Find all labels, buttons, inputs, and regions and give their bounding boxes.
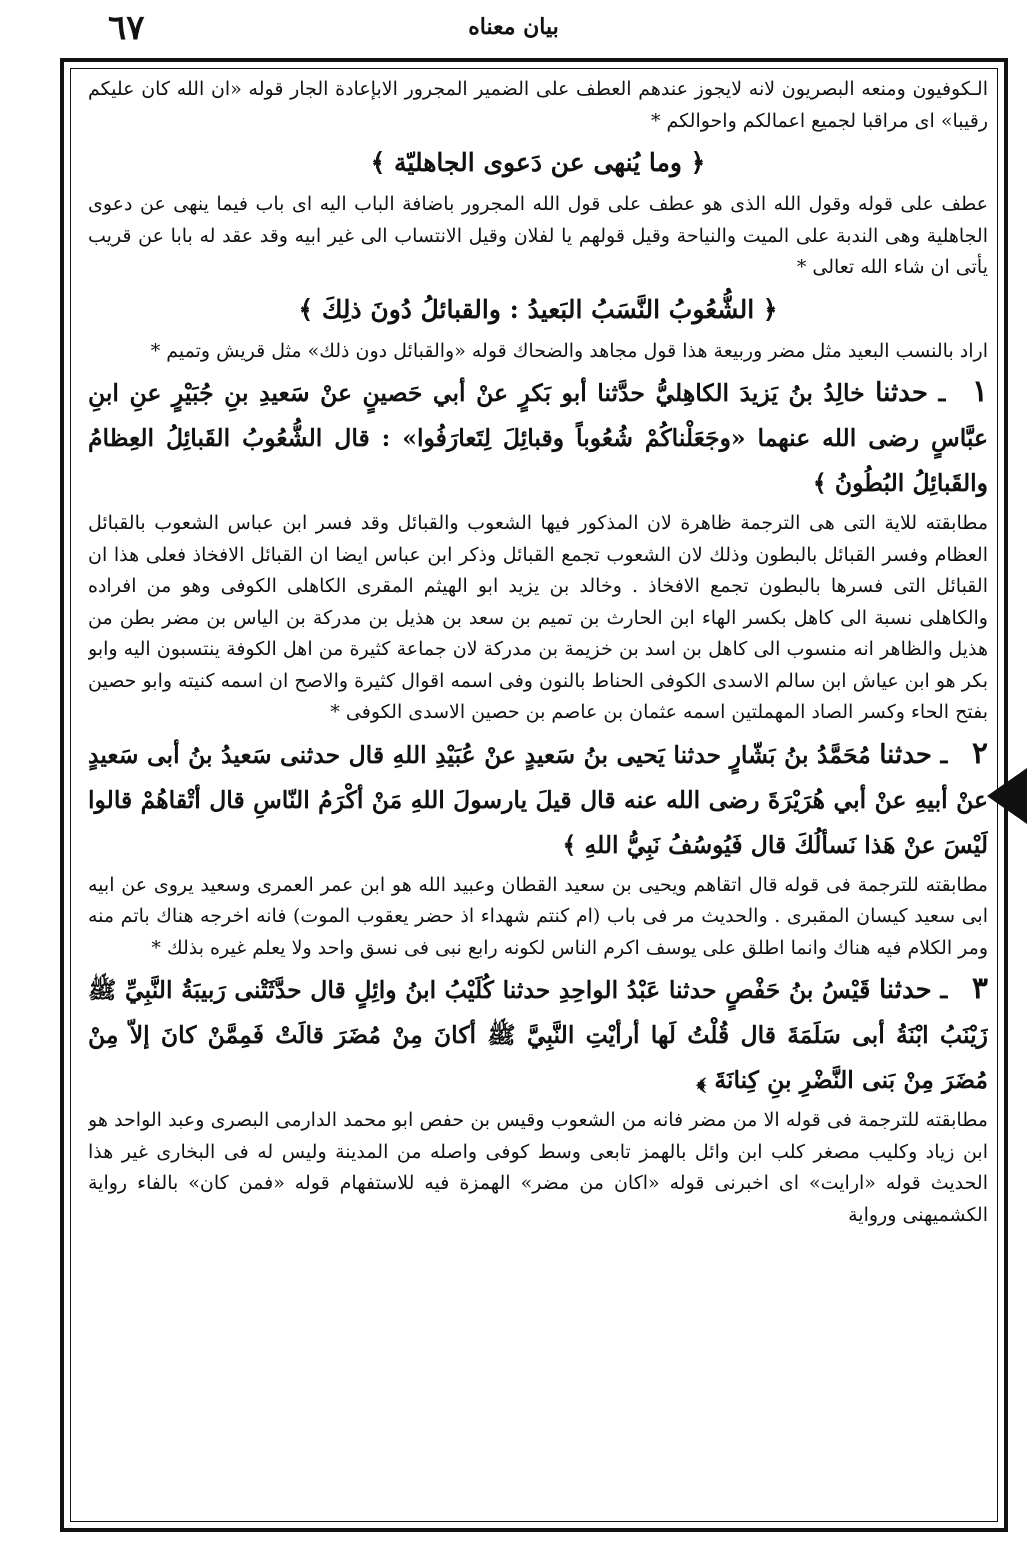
hadith-number: ٢ (971, 735, 988, 771)
page-number: ٦٧ (108, 8, 145, 48)
chapter-heading: ﴿ الشُّعُوبُ النَّسَبُ البَعيدُ : والقبائلُ دُونَ ذلِكَ ﴾ (298, 294, 778, 324)
page-edge-marker (987, 768, 1027, 824)
hadith-entry (88, 369, 988, 506)
hadith-dash: ـ (940, 976, 948, 1004)
hadith-dash: ـ (940, 740, 948, 769)
paragraph: مطابقته للترجمة فى قوله قال اتقاهم ويحيى بن سعيد القطان وعبيد الله هو ابن عمر العمرى وسعيد يروى عن ابيه ابى سعيد كيسان المقبرى . والحديث مر فى باب (ام كنتم شهداء اذ حضر يعقوب الموت) فانه اخرجه هناك باتم منه ومر الكلام فيه هناك وانما اطلق على يوسف اكرم الناس لكونه رابع نبى فى نسق واحد ولا يعلم غيره بذلك * (88, 873, 988, 959)
hadith-text: خالِدُ بنُ يَزيدَ الكاهِليُّ حدَّثنا أبو بَكرٍ عنْ أبي حَصينٍ عنْ سَعيدِ بنِ جُبَيْرٍ عنِ ابنِ عبَّاسٍ رضى الله عنهما «وجَعَلْناكُمْ شُعُوباً وقبائِلَ لِتَعارَفُوا» : قال الشُّعُوبُ القَبائِلُ العِظامُ والقَبائِلُ البُطُونُ ﴾ (88, 379, 988, 497)
haddathana-word: حدثنا (879, 739, 932, 770)
running-title: بیان معناه (468, 14, 559, 40)
marker-arrow-shape (987, 768, 1027, 824)
paragraph: مطابقته للاية التى هى الترجمة ظاهرة لان المذكور فيها الشعوب والقبائل وقد فسر ابن عباس الشعوب بالقبائل العظام وفسر القبائل بالبطون وذلك لان الشعوب تجمع القبائل وذكر ابن عباس ايضا ان القبائل الافخاذ فعلى هذا ان القبائل التى فسرها بالبطون تجمع الافخاذ . وخالد بن يزيد ابو الهيثم المقرى الكاهلى الكوفى وهو من افراده والكاهلى نسبة الى كاهل بكسر الهاء ابن الحارث بن تميم بن سعد بن هذيل بن مدركة بن الياس بن مضر بطن من هذيل والظاهر انه منسوب الى كاهل بن اسد بن خزيمة بن مدركة لان جماعة كثيرة من اهل الكوفة ينتسبون اليه وابو بكر هو ابن عياش ابن سالم الاسدى الكوفى الحناط بالنون وفى اسمه اقوال كثيرة والاصح ان اسمه كنيته وابو حصين بفتح الحاء وكسر الصاد المهملتين اسمه عثمان بن عاصم بن حصين الاسدى الكوفى * (88, 512, 988, 723)
hadith-entry (88, 731, 988, 868)
haddathana-word: حدثنا (878, 975, 932, 1005)
hadith-text: قَيْسُ بنُ حَفْصٍ حدثنا عَبْدُ الواحِدِ حدثنا كُلَيْبُ ابنُ وائِلٍ قال حدَّثَتْنى رَبيبَةُ النَّبِيِّ ﷺ زَيْنَبُ ابْنَةُ أبى سَلَمَةَ قال قُلْتُ لَها أرأيْتِ النَّبِيَّ ﷺ أكانَ مِنْ مُضَرَ قالَتْ فَمِمَّنْ كانَ إلاّ مِنْ مُضَرَ مِنْ بَنى النَّضْرِ بنِ كِنانَةَ ﴾ (88, 976, 988, 1094)
hadith-entry (88, 966, 988, 1103)
chapter-heading: ﴿ وما يُنهى عن دَعوى الجاهليّة ﴾ (370, 148, 706, 177)
page-header (0, 8, 1027, 58)
paragraph: اراد بالنسب البعيد مثل مضر وربيعة هذا قول مجاهد والضحاك قوله «والقبائل دون ذلك» مثل قريش وتميم * (150, 339, 988, 362)
haddathana-word: حدثنا (875, 378, 928, 408)
paragraph: مطابقته للترجمة فى قوله الا من مضر فانه من الشعوب وقيس بن حفص ابو محمد الدارمى البصرى وعبد الواحد هو ابن زياد وكليب مصغر كلب ابن وائل بالهمز تابعى وسط كوفى واصله من المدينة وليس له فى البخارى غير هذا الحديث قوله «ارايت» اى اخبرنى قوله «اكان من مضر» الهمزة فيه للاستفهام قوله «فمن كان» بالفاء رواية الكشميهنى ورواية (88, 1109, 988, 1226)
hadith-number: ١ (971, 374, 988, 409)
paragraph: عطف على قوله وقول الله الذى هو عطف على قول الله المجرور باضافة الباب اليه اى باب فيما ينهى عن دعوى الجاهلية وهى الندبة على الميت والنياحة وقيل قولهم يا لفلان وقيل الانتساب الى غير ابيه وقد عقد له بابا عن قريب يأتى ان شاء الله تعالى * (88, 193, 988, 278)
page-body (88, 74, 988, 1514)
hadith-number: ٣ (971, 971, 988, 1006)
paragraph: الـكوفيون ومنعه البصريون لانه لايجوز عندهم العطف على الضمير المجرور الابإعادة الجار قوله «ان الله كان عليكم رقيبا» اى مراقبا لجميع اعمالكم واحوالكم * (88, 78, 988, 132)
hadith-dash: ـ (938, 379, 946, 407)
hadith-text: مُحَمَّدُ بنُ بَشّارٍ حدثنا يَحيى بنُ سَعيدٍ عنْ عُبَيْدِ اللهِ قال حدثنى سَعيدُ بنُ أبى سَعيدٍ عنْ أبيهِ عنْ أبي هُرَيْرَةَ رضى الله عنه قال قيلَ يارسولَ اللهِ مَنْ أكْرَمُ النّاسِ قال أتْقاهُمْ قالوا لَيْسَ عنْ هَذا نَسألُكَ قال فَيُوسُفُ نَبِيُّ اللهِ ﴾ (88, 740, 988, 859)
